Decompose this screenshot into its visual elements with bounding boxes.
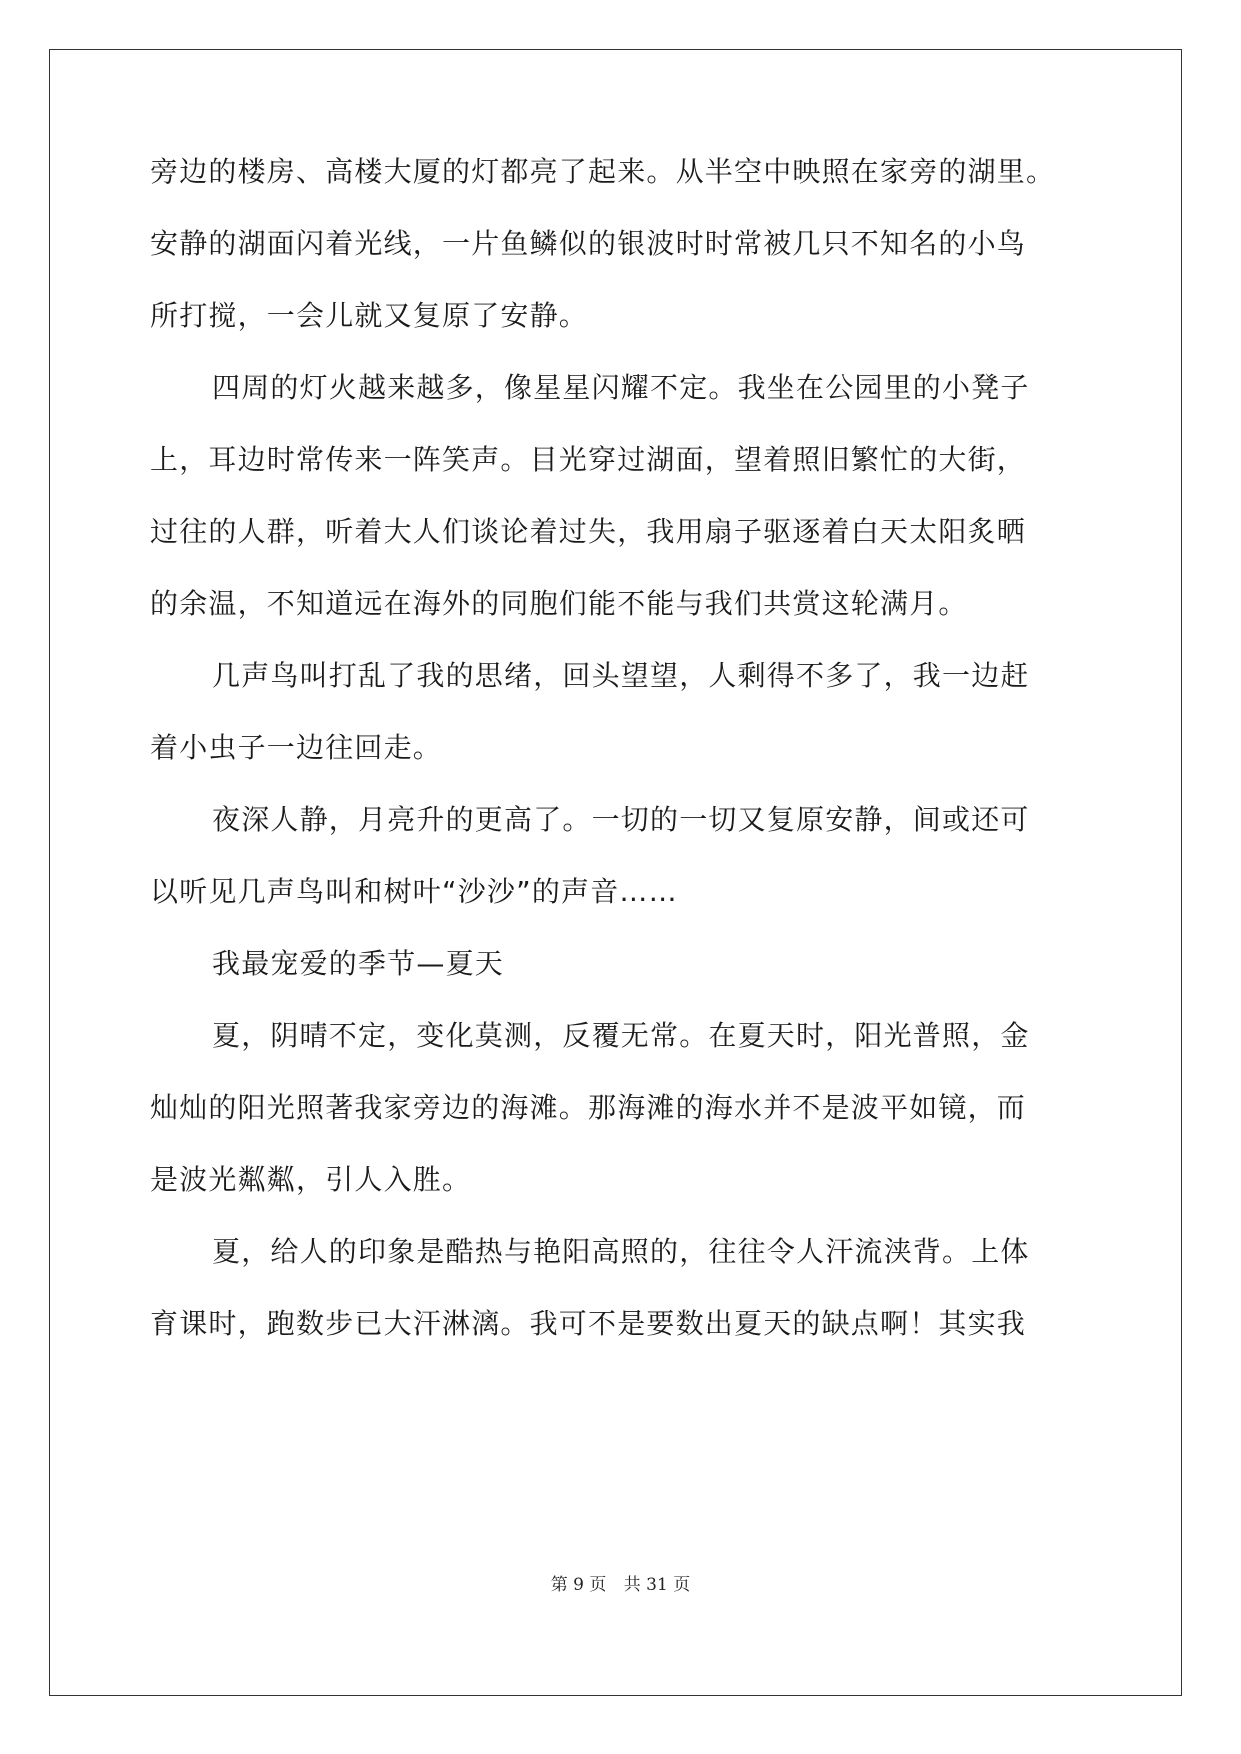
text-line: 上，耳边时常传来一阵笑声。目光穿过湖面，望着照旧繁忙的大街， <box>150 443 1027 476</box>
text-line: 过往的人群，听着大人们谈论着过失，我用扇子驱逐着白天太阳炙晒 <box>150 515 1027 548</box>
paragraph-start-line: 夜深人静，月亮升的更高了。一切的一切又复原安静，间或还可 <box>212 803 1030 836</box>
page-footer <box>0 1573 1241 1597</box>
page-number: 第 9 页 <box>550 1575 607 1595</box>
paragraph-start-line: 夏，给人的印象是酷热与艳阳高照的，往往令人汗流浃背。上体 <box>212 1235 1030 1268</box>
text-line: 所打搅，一会儿就又复原了安静。 <box>150 299 589 332</box>
text-line: 是波光粼粼，引人入胜。 <box>150 1163 472 1196</box>
text-line: 安静的湖面闪着光线，一片鱼鳞似的银波时时常被几只不知名的小鸟 <box>150 227 1027 260</box>
text-line: 育课时，跑数步已大汗淋漓。我可不是要数出夏天的缺点啊！其实我 <box>150 1307 1027 1340</box>
section-title: 我最宠爱的季节—夏天 <box>212 947 505 980</box>
paragraph-start-line: 四周的灯火越来越多，像星星闪耀不定。我坐在公园里的小凳子 <box>212 371 1030 404</box>
paragraph-start-line: 夏，阴晴不定，变化莫测，反覆无常。在夏天时，阳光普照，金 <box>212 1019 1030 1052</box>
text-line: 以听见几声鸟叫和树叶“沙沙”的声音…… <box>150 875 678 908</box>
text-line: 着小虫子一边往回走。 <box>150 731 443 764</box>
text-line: 的余温，不知道远在海外的同胞们能不能与我们共赏这轮满月。 <box>150 587 968 620</box>
page-total: 共 31 页 <box>623 1575 691 1595</box>
paragraph-start-line: 几声鸟叫打乱了我的思绪，回头望望，人剩得不多了，我一边赶 <box>212 659 1030 692</box>
text-line: 旁边的楼房、高楼大厦的灯都亮了起来。从半空中映照在家旁的湖里。 <box>150 155 1056 188</box>
text-line: 灿灿的阳光照著我家旁边的海滩。那海滩的海水并不是波平如镜，而 <box>150 1091 1027 1124</box>
